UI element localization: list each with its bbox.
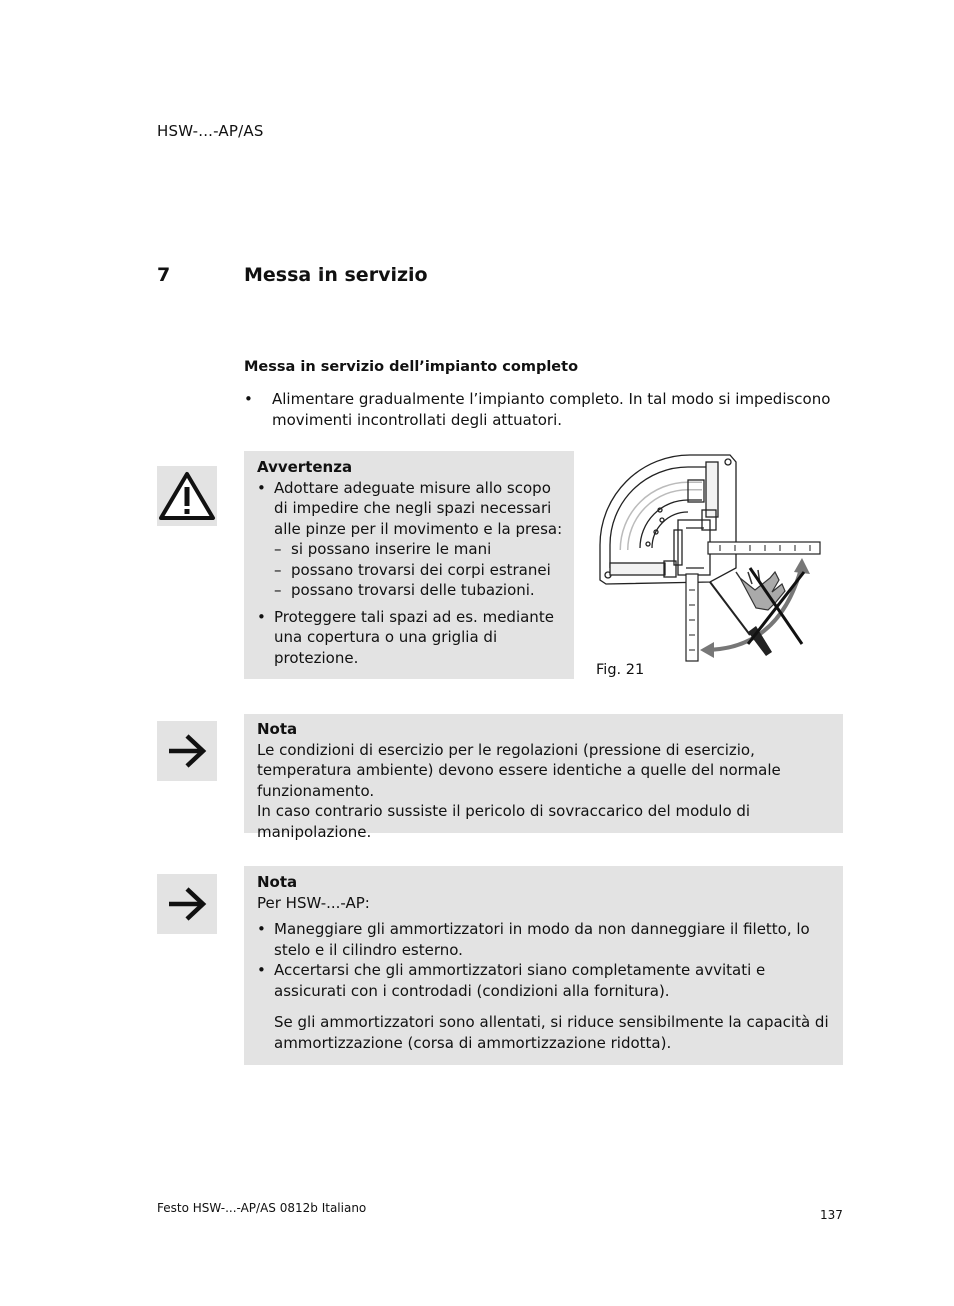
- chapter-number: 7: [157, 264, 171, 286]
- warning-triangle-icon: [158, 471, 216, 521]
- footer-document-info: Festo HSW-...-AP/AS 0812b Italiano: [157, 1201, 367, 1215]
- intro-bullet-text: Alimentare gradualmente l’impianto completo. In tal modo si impediscono movimenti incontrollati degli attuatori.: [272, 390, 831, 429]
- intro-bullet-item: [244, 389, 834, 431]
- note-title: Nota: [257, 720, 298, 738]
- figure-caption: Fig. 21: [596, 662, 645, 678]
- warning-item: • Adottare adeguate misure allo scopo di impedire che negli spazi necessari alle pinze per il movimento e la presa:: [257, 478, 563, 538]
- chapter-title: Messa in servizio: [244, 264, 428, 286]
- note-box: [244, 866, 843, 1065]
- warning-box: [244, 451, 574, 679]
- warning-item-text: Adottare adeguate misure allo scopo di impedire che negli spazi necessari alle pinze per il movimento e la presa:: [274, 478, 563, 538]
- warning-subitem: – possano trovarsi delle tubazioni.: [274, 581, 535, 599]
- note-icon-box: [157, 721, 217, 781]
- arrow-right-icon: [165, 733, 209, 769]
- warning-subitem: – si possano inserire le mani: [274, 540, 492, 558]
- arrow-right-icon: [165, 886, 209, 922]
- note-intro: Per HSW-...-AP:: [257, 893, 370, 912]
- warning-subitem-text: possano trovarsi delle tubazioni.: [291, 581, 535, 599]
- note-title: Nota: [257, 873, 298, 891]
- note-paragraph: Se gli ammortizzatori sono allentati, si riduce sensibilmente la capacità di ammortizzazione (corsa di ammortizzazione ridotta).: [274, 1013, 829, 1052]
- note-text: Le condizioni di esercizio per le regolazioni (pressione di esercizio, temperatura ambiente) devono essere identiche a quelle del normale funzionamento.: [257, 740, 781, 800]
- note-box: [244, 714, 843, 841]
- note-item-text: Maneggiare gli ammortizzatori in modo da non danneggiare il filetto, lo stelo e il cilindro esterno.: [274, 920, 810, 959]
- warning-item: • Proteggere tali spazi ad es. mediante una copertura o una griglia di protezione.: [257, 607, 574, 669]
- note-item: • Accertarsi che gli ammortizzatori siano completamente avvitati e assicurati con i controdadi (condizioni alla fornitura).: [257, 960, 833, 1001]
- document-header: HSW-...-AP/AS: [157, 122, 264, 140]
- note-item-text: Accertarsi che gli ammortizzatori siano completamente avvitati e assicurati con i controdadi (condizioni alla fornitura).: [274, 961, 766, 1000]
- gripper-swivel-hazard-illustration: [590, 450, 825, 665]
- warning-title: Avvertenza: [257, 458, 353, 476]
- warning-item-text: Proteggere tali spazi ad es. mediante una copertura o una griglia di protezione.: [274, 607, 554, 667]
- note-icon-box: [157, 874, 217, 934]
- bullet-marker: •: [244, 390, 253, 408]
- warning-icon-box: [157, 466, 217, 526]
- section-subheading: Messa in servizio dell’impianto completo: [244, 359, 579, 375]
- page-number: 137: [820, 1208, 843, 1222]
- note-text: In caso contrario sussiste il pericolo di sovraccarico del modulo di manipolazione.: [257, 802, 751, 841]
- note-item: • Maneggiare gli ammortizzatori in modo da non danneggiare il filetto, lo stelo e il cilindro esterno.: [257, 919, 833, 960]
- warning-subitem-text: si possano inserire le mani: [291, 540, 492, 558]
- warning-subitem-text: possano trovarsi dei corpi estranei: [291, 560, 551, 579]
- warning-subitem: – possano trovarsi dei corpi estranei: [274, 560, 551, 579]
